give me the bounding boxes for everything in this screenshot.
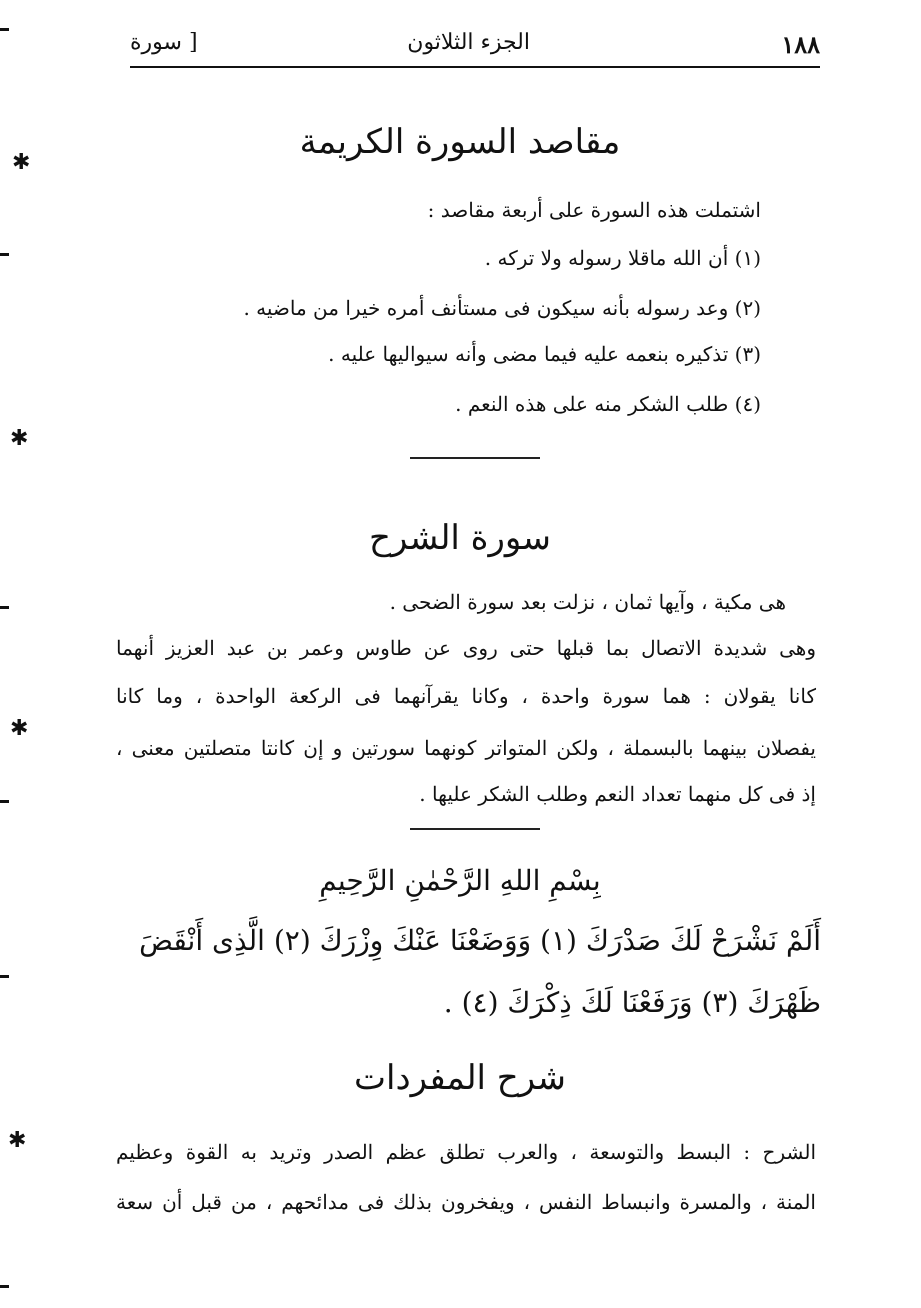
- section-divider: [410, 457, 540, 459]
- running-header: [130, 24, 820, 68]
- surah-heading: سورة الشرح: [369, 518, 551, 558]
- paragraph-line: كانا يقولان : هما سورة واحدة ، وكانا يقرآنهما فى الركعة الواحدة ، وما كانا: [116, 684, 816, 708]
- ink-blot-icon: ✱: [8, 1128, 27, 1153]
- surah-label: [ سورة: [130, 30, 198, 55]
- paragraph-line: إذ فى كل منهما تعداد النعم وطلب الشكر عليها .: [419, 782, 816, 806]
- verse-line: أَلَمْ نَشْرَحْ لَكَ صَدْرَكَ (١) وَوَضَعْنَا عَنْكَ وِزْرَكَ (٢) الَّذِى أَنْقَضَ: [139, 924, 821, 957]
- scan-mark: [0, 975, 9, 978]
- scan-mark: [0, 1285, 9, 1288]
- verse-line: ظَهْرَكَ (٣) وَرَفَعْنَا لَكَ ذِكْرَكَ (٤) .: [443, 986, 821, 1019]
- scan-mark: [0, 28, 9, 31]
- vocabulary-line: الشرح : البسط والتوسعة ، والعرب تطلق عظم الصدر وتريد به القوة وعظيم: [116, 1140, 816, 1164]
- paragraph-line: يفصلان بينهما بالبسملة ، ولكن المتواتر كونهما سورتين و إن كانتا متصلتين معنى ،: [116, 736, 816, 760]
- section-divider: [410, 828, 540, 830]
- paragraph-line: وهى شديدة الاتصال بما قبلها حتى روى عن طاوس وعمر بن عبد العزيز أنهما: [116, 636, 816, 660]
- vocabulary-line: المنة ، والمسرة وانبساط النفس ، ويفخرون بذلك فى مدائحهم ، من قبل أن سعة: [116, 1190, 816, 1214]
- goal-item: (٢) وعد رسوله بأنه سيكون فى مستأنف أمره خيرا من ماضيه .: [243, 296, 761, 320]
- scan-mark: [0, 800, 9, 803]
- goal-item: (٣) تذكيره بنعمه عليه فيما مضى وأنه سيواليها عليه .: [328, 342, 761, 366]
- ink-blot-icon: ✱: [10, 716, 29, 741]
- vocabulary-heading: شرح المفردات: [353, 1058, 567, 1098]
- page-number: ١٨٨: [781, 30, 820, 59]
- ink-blot-icon: ✱: [12, 150, 31, 175]
- goal-item: (٤) طلب الشكر منه على هذه النعم .: [455, 392, 761, 416]
- part-title: الجزء الثلاثون: [407, 30, 530, 55]
- goals-intro: اشتملت هذه السورة على أربعة مقاصد :: [427, 198, 761, 222]
- surah-info-line: هى مكية ، وآيها ثمان ، نزلت بعد سورة الضحى .: [389, 590, 786, 614]
- ink-blot-icon: ✱: [10, 426, 29, 451]
- goal-item: (١) أن الله ماقلا رسوله ولا تركه .: [484, 246, 761, 270]
- scan-mark: [0, 606, 9, 609]
- header-rule: [130, 66, 820, 68]
- basmala: بِسْمِ اللهِ الرَّحْمٰنِ الرَّحِيمِ: [319, 864, 601, 897]
- scan-mark: [0, 253, 9, 256]
- goals-heading: مقاصد السورة الكريمة: [299, 122, 621, 162]
